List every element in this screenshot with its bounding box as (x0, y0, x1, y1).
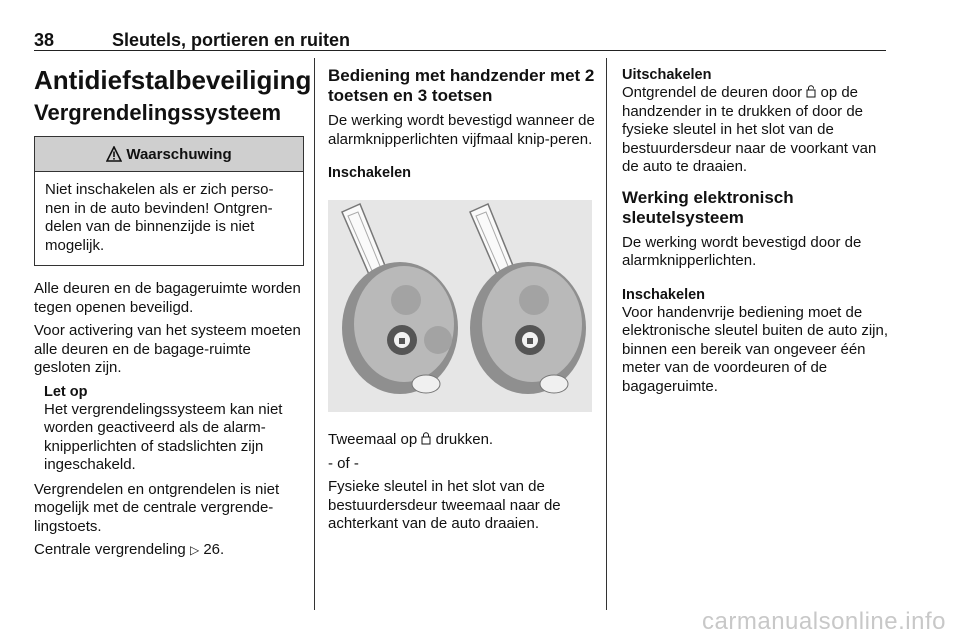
note-block (34, 383, 304, 475)
warning-triangle-icon (106, 146, 122, 162)
paragraph: Vergrendelen en ontgrendelen is niet mogelijk met de centrale vergrende-lingstoets. (34, 480, 280, 535)
remote-keys-illustration (328, 200, 592, 412)
warning-label: Waarschuwing (126, 145, 232, 163)
warning-box (34, 136, 304, 266)
lock-icon (421, 432, 431, 445)
paragraph: Voor handenvrije bediening moet de elektronische sleutel buiten de auto zijn, binnen een bereik van ongeveer één meter van de voordeuren of de bagageruimte. (622, 303, 889, 395)
column-2 (328, 56, 596, 539)
paragraph: Tweemaal op drukken. (328, 431, 494, 448)
paragraph: Ontgrendel de deuren door op de handzender in te drukken of door de fysieke sleutel in het slot van de bestuurdersdeur naar de voorkant van de auto te draaien. (622, 84, 877, 175)
paragraph: De werking wordt bevestigd door de alarmknipperlichten. (622, 233, 862, 269)
unlock-icon (806, 85, 816, 98)
section-heading: Bediening met handzender met 2 toetsen en 3 toetsen (328, 66, 595, 105)
reference-page: 26. (203, 541, 225, 558)
subheading: Inschakelen (328, 165, 412, 181)
column-1 (34, 56, 312, 565)
subheading: Uitschakelen (622, 67, 712, 83)
warning-header (35, 137, 303, 172)
section-subtitle: Vergrendelingssysteem (34, 100, 282, 125)
paragraph: Alle deuren en de bagageruimte worden tegen openen beveiligd. (34, 280, 301, 316)
warning-text: Niet inschakelen als er zich perso-nen in de auto bevinden! Ontgren-delen van de binnenzijde is niet mogelijk. (45, 181, 274, 254)
reference-text: Centrale vergrendeling (34, 541, 186, 558)
subheading: Inschakelen (622, 286, 706, 303)
page-number: 38 (34, 30, 55, 50)
paragraph: Fysieke sleutel in het slot van de bestuurdersdeur tweemaal naar de achterkant van de auto draaien. (328, 478, 561, 532)
paragraph: De werking wordt bevestigd wanneer de alarmknipperlichten vijfmaal knip-peren. (328, 112, 595, 148)
section-heading: Werking elektronisch sleutelsysteem (622, 187, 794, 227)
cross-reference[interactable] (34, 541, 304, 560)
paragraph: Voor activering van het systeem moeten alle deuren en de bagage-ruimte gesloten zijn. (34, 322, 301, 376)
page-reference-icon: ▷ (189, 543, 200, 557)
column-divider-1 (314, 58, 315, 610)
watermark: carmanualsonline.info (702, 608, 946, 635)
column-divider-2 (606, 58, 607, 610)
note-text: Het vergrendelingssysteem kan niet worden geactiveerd als de alarm-knipperlichten of stadslichten zijn ingeschakeld. (44, 400, 283, 473)
page-header (34, 30, 886, 50)
header-rule (34, 50, 886, 51)
column-3 (622, 56, 890, 401)
section-title: Antidiefstalbeveiliging (34, 65, 312, 95)
running-title: Sleutels, portieren en ruiten (112, 30, 351, 50)
note-title: Let op (44, 383, 88, 400)
paragraph: - of - (328, 454, 359, 472)
